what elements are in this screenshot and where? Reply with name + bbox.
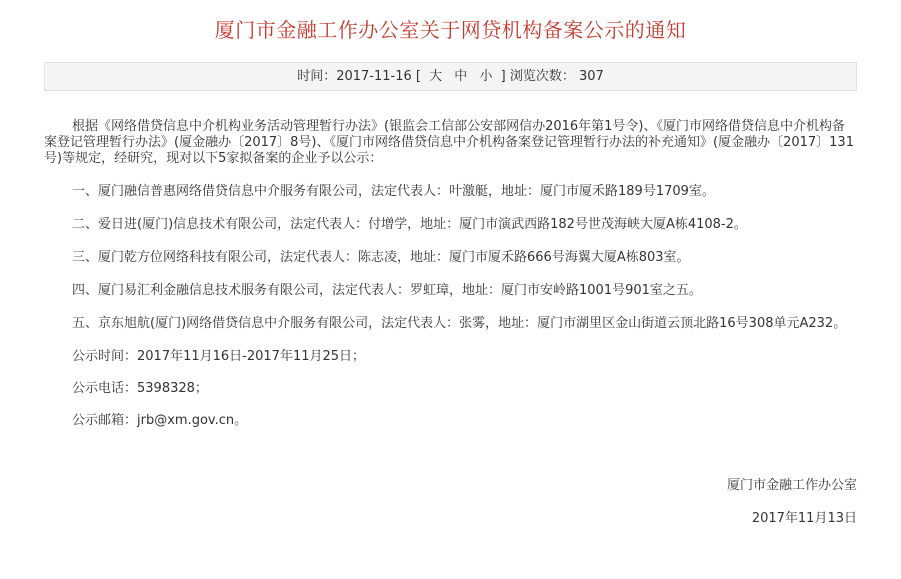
publish-time-label: 时间： bbox=[297, 69, 337, 84]
font-size-small-link[interactable]: 小 bbox=[479, 69, 493, 84]
list-item: 三、厦门乾方位网络科技有限公司，法定代表人：陈志凌，地址：厦门市厦禾路666号海翼大厦A栋803室。 bbox=[72, 250, 690, 265]
list-item: 二、爱日进(厦门)信息技术有限公司，法定代表人：付增学，地址：厦门市演武西路182号世茂海峡大厦A栋4108-2。 bbox=[72, 217, 747, 232]
article-info-bar bbox=[44, 62, 857, 91]
notice-email: 公示邮箱：jrb@xm.gov.cn。 bbox=[72, 413, 248, 428]
notice-period: 公示时间：2017年11月16日-2017年11月25日； bbox=[72, 349, 366, 364]
article-body bbox=[44, 119, 857, 445]
font-size-large-link[interactable]: 大 bbox=[429, 69, 443, 84]
list-item: 一、厦门融信普惠网络借贷信息中介服务有限公司，法定代表人：叶激艇，地址：厦门市厦禾路189号1709室。 bbox=[72, 184, 715, 199]
notice-phone: 公示电话：5398328； bbox=[72, 381, 208, 396]
list-item: 五、京东旭航(厦门)网络借贷信息中介服务有限公司，法定代表人：张雾，地址：厦门市湖里区金山街道云顶北路16号308单元A232。 bbox=[72, 316, 847, 331]
view-count-label: 浏览次数： bbox=[509, 69, 575, 84]
page-title: 厦门市金融工作办公室关于网贷机构备案公示的通知 bbox=[214, 18, 687, 42]
intro-paragraph: 根据《网络借贷信息中介机构业务活动管理暂行办法》(银监会工信部公安部网信办2016年第1号令)、《厦门市网络借贷信息中介机构备案登记管理暂行办法》(厦金融办〔2017〕8号)、《厦门市网络借贷信息中介机构备案登记管理暂行办法的补充通知》(厦金融办〔2017〕131号)等规定，经研究，现对以下5家拟备案的企业予以公示： bbox=[44, 119, 854, 166]
signature-office: 厦门市金融工作办公室 bbox=[726, 478, 857, 493]
font-size-medium-link[interactable]: 中 bbox=[454, 69, 468, 84]
signature-date: 2017年11月13日 bbox=[751, 511, 857, 526]
view-count-value: 307 bbox=[578, 69, 604, 84]
publish-time-value: 2017-11-16 bbox=[336, 69, 412, 84]
font-size-open-bracket: [ bbox=[415, 69, 421, 84]
list-item: 四、厦门易汇利金融信息技术服务有限公司，法定代表人：罗虹璋，地址：厦门市安岭路1001号901室之五。 bbox=[72, 283, 702, 298]
font-size-close-bracket: ] bbox=[500, 69, 506, 84]
